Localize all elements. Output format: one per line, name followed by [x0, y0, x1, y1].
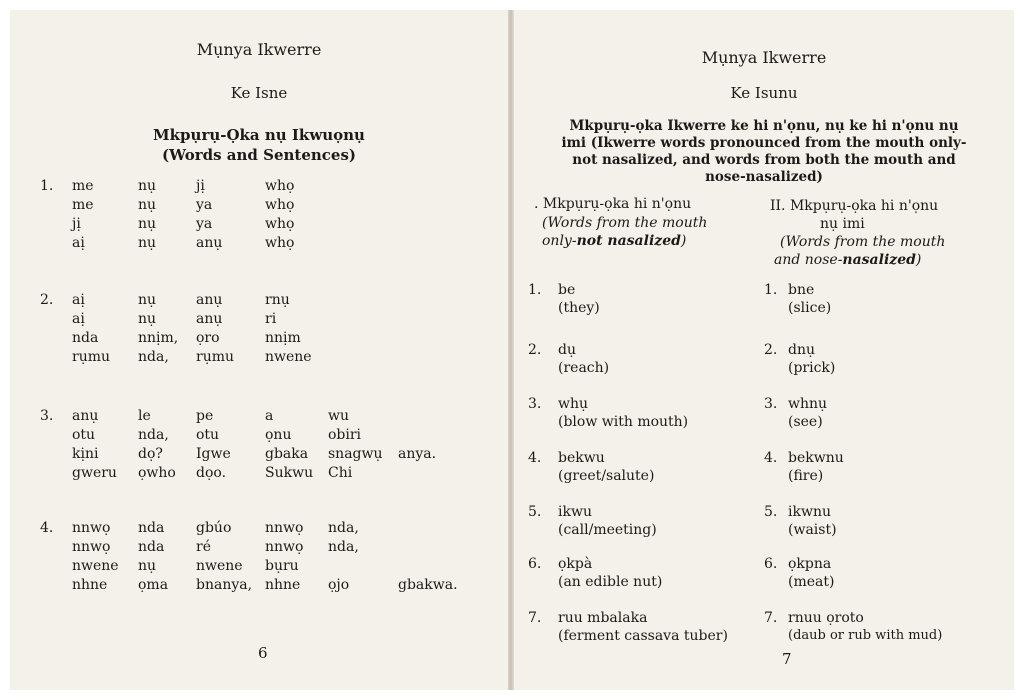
word: nda [138, 539, 165, 555]
word: nụ [138, 235, 157, 251]
word: snagwụ [328, 446, 383, 462]
word: nụ [138, 178, 157, 194]
nasal-word: whnụ [788, 396, 828, 412]
col2-heading-3: (Words from the mouth [780, 234, 946, 250]
intro-line-4: nose-nasalized) [705, 169, 823, 185]
word: nụ [138, 558, 157, 574]
col1-heading-3 [542, 233, 686, 249]
mouth-word: ikwu [558, 504, 592, 520]
word: le [138, 408, 151, 424]
word: a [265, 408, 274, 424]
group-number: 1. [40, 178, 54, 194]
word: whọ [265, 178, 295, 194]
mouth-word-gloss: (they) [558, 300, 600, 316]
word: aị [72, 235, 85, 251]
col1-heading-1: . Mkpụrụ-ọka hi n'ọnu [534, 196, 692, 212]
nasal-word-gloss: (prick) [788, 360, 836, 376]
col2-heading-2: nụ imi [820, 216, 865, 232]
right-page-subtitle: Ke Isunu [730, 84, 798, 102]
word: aị [72, 292, 85, 308]
word: Sukwu [265, 465, 314, 481]
word: nhne [265, 577, 301, 593]
word: bụru [265, 558, 299, 574]
right-page-title: Mụnya Ikwerre [701, 48, 827, 67]
word: nnịm, [138, 330, 179, 346]
word: nnwọ [72, 539, 111, 555]
word: me [72, 197, 94, 213]
word: me [72, 178, 94, 194]
nasal-word-gloss: (see) [788, 414, 823, 430]
word: nụ [138, 292, 157, 308]
word: ọnu [265, 427, 292, 443]
word: anụ [196, 311, 223, 327]
item-number: 2. [528, 342, 542, 358]
word: otu [196, 427, 220, 443]
mouth-word-gloss: (call/meeting) [558, 522, 657, 538]
word: ya [196, 197, 213, 213]
col1-heading-3a: only- [542, 233, 577, 249]
word: ọro [196, 330, 220, 346]
word: anya. [398, 446, 437, 462]
item-number: 5. [528, 504, 542, 520]
word: nnịm [265, 330, 301, 346]
word: nnwọ [72, 520, 111, 536]
col1-heading-2: (Words from the mouth [542, 215, 708, 231]
mouth-word: be [558, 282, 576, 298]
nasal-word: dnụ [788, 342, 815, 358]
mouth-word-gloss: (an edible nut) [558, 574, 663, 590]
word: nụ [138, 216, 157, 232]
col1-heading-3c: ) [680, 233, 687, 249]
item-number: 6. [528, 556, 542, 572]
col2-heading-4a: and nose- [774, 252, 843, 268]
col2-heading-4c: ) [915, 252, 922, 268]
item-number: 4. [528, 450, 542, 466]
word: rụmu [196, 349, 235, 365]
nasal-word-gloss: (fire) [788, 468, 824, 484]
nasal-word-gloss: (slice) [788, 300, 832, 316]
mouth-word: bekwu [558, 450, 605, 466]
nasal-word-gloss: (daub or rub with mud) [788, 628, 943, 643]
word: Chi [328, 465, 353, 481]
mouth-word-gloss: (ferment cassava tuber) [558, 628, 728, 644]
col2-heading-4b: nasalized [842, 252, 916, 268]
word: rnụ [265, 292, 290, 308]
word: ya [196, 216, 213, 232]
word: whọ [265, 235, 295, 251]
word: jị [196, 178, 205, 194]
nasal-word: bekwnu [788, 450, 844, 466]
word: otu [72, 427, 96, 443]
mouth-word: dụ [558, 342, 576, 358]
item-number: 1. [764, 282, 778, 298]
left-page-title: Mụnya Ikwerre [196, 40, 322, 59]
word: bnanya, [196, 577, 253, 593]
word: kịni [72, 446, 99, 462]
mouth-word: whụ [558, 396, 589, 412]
word: nnwọ [265, 520, 304, 536]
nasal-word: bne [788, 282, 815, 298]
word: nụ [138, 311, 157, 327]
item-number: 3. [528, 396, 542, 412]
item-number: 4. [764, 450, 778, 466]
col1-heading-3b: not nasalized [576, 233, 681, 249]
word: nụ [138, 197, 157, 213]
word: anụ [196, 292, 223, 308]
word: aị [72, 311, 85, 327]
item-number: 2. [764, 342, 778, 358]
group-number: 3. [40, 408, 54, 424]
word: ọwho [138, 465, 176, 481]
word: anụ [196, 235, 223, 251]
word: pe [196, 408, 214, 424]
col2-heading-4 [774, 252, 921, 268]
word: nhne [72, 577, 108, 593]
word: nwene [196, 558, 243, 574]
word: nda, [138, 427, 169, 443]
col2-heading-1: II. Mkpụrụ-ọka hi n'ọnu [770, 198, 939, 214]
word: gweru [72, 465, 117, 481]
group-number: 4. [40, 520, 54, 536]
intro-line-1: Mkpụrụ-ọka Ikwerre ke hi n'ọnu, nụ ke hi n'ọnu nụ [569, 118, 959, 134]
item-number: 3. [764, 396, 778, 412]
word: obiri [328, 427, 362, 443]
word: nda [138, 520, 165, 536]
item-number: 7. [528, 610, 542, 626]
word: ré [196, 539, 211, 555]
nasal-word: ikwnu [788, 504, 831, 520]
word: anụ [72, 408, 99, 424]
left-heading-line1: Mkpụrụ-Ọka nụ Ikwuọnụ [153, 126, 365, 144]
word: gbúo [196, 520, 232, 536]
word: ọjo [328, 577, 350, 593]
intro-line-2: imi (Ikwerre words pronounced from the mouth only- [561, 135, 967, 151]
item-number: 5. [764, 504, 778, 520]
mouth-word-gloss: (blow with mouth) [558, 414, 689, 430]
item-number: 1. [528, 282, 542, 298]
word: rụmu [72, 349, 111, 365]
mouth-word: ọkpà [558, 556, 593, 572]
word: nda, [138, 349, 169, 365]
group-number: 2. [40, 292, 54, 308]
word: gbaka [265, 446, 309, 462]
left-heading-line2: (Words and Sentences) [162, 146, 356, 164]
page-number: 7 [782, 650, 792, 668]
word: nda [72, 330, 99, 346]
word: whọ [265, 216, 295, 232]
word: whọ [265, 197, 295, 213]
left-page-subtitle: Ke Isne [230, 84, 288, 102]
word: nwene [265, 349, 312, 365]
left-page [10, 10, 508, 690]
intro-line-3: not nasalized, and words from both the mouth and [572, 152, 956, 168]
nasal-word-gloss: (meat) [788, 574, 835, 590]
nasal-word-gloss: (waist) [788, 522, 837, 538]
right-page [514, 10, 1014, 690]
word: jị [72, 216, 81, 232]
word: ri [265, 311, 277, 327]
mouth-word-gloss: (greet/salute) [558, 468, 655, 484]
word: dọ? [138, 446, 163, 462]
word: Igwe [196, 446, 231, 462]
word: nda, [328, 520, 359, 536]
mouth-word: ruu mbalaka [558, 610, 648, 626]
word: nnwọ [265, 539, 304, 555]
word: gbakwa. [398, 577, 458, 593]
word: dọo. [196, 465, 227, 481]
nasal-word: ọkpna [788, 556, 832, 572]
mouth-word-gloss: (reach) [558, 360, 610, 376]
word: wu [328, 408, 349, 424]
word: nda, [328, 539, 359, 555]
item-number: 7. [764, 610, 778, 626]
page-number: 6 [258, 644, 268, 662]
word: ọma [138, 577, 169, 593]
nasal-word: rnuu ọroto [788, 610, 864, 626]
item-number: 6. [764, 556, 778, 572]
word: nwene [72, 558, 119, 574]
